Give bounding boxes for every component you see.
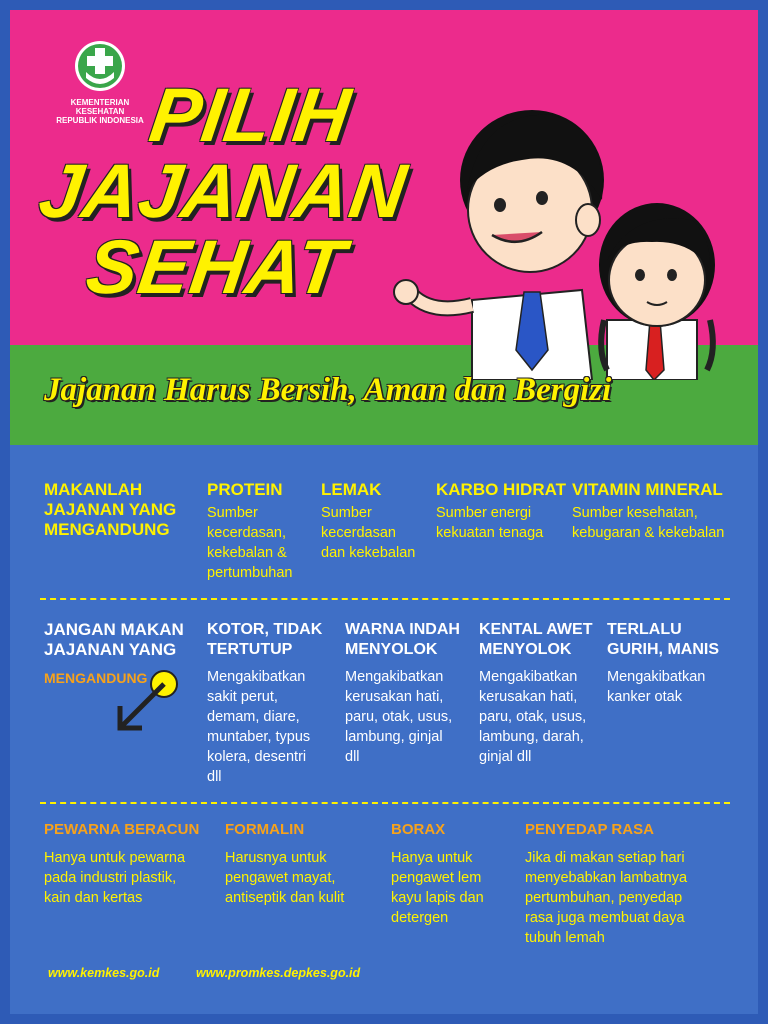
desc-line: menyebabkan lambatnya xyxy=(525,870,688,886)
desc-line: Sumber energi xyxy=(436,505,532,521)
desc-line: Hanya untuk xyxy=(391,850,473,866)
desc-line: Sumber xyxy=(321,505,372,521)
danger-title xyxy=(345,620,460,660)
desc-line: paru, otak, usus, xyxy=(345,709,453,725)
desc-line: muntaber, typus xyxy=(207,729,311,745)
chemical-desc xyxy=(44,848,185,908)
danger-title xyxy=(207,620,322,660)
desc-line: Jika di makan setiap hari xyxy=(525,850,685,866)
desc-line: kerusakan hati, xyxy=(479,689,578,705)
subtitle: Jajanan Harus Bersih, Aman dan Bergizi xyxy=(44,372,612,408)
desc-line: kolera, desentri xyxy=(207,749,307,765)
title-line: MENYOLOK xyxy=(479,641,572,658)
logo-text-2: REPUBLIK INDONESIA xyxy=(56,116,144,125)
desc-line: Mengakibatkan xyxy=(479,669,578,685)
section1-heading xyxy=(44,480,176,540)
divider xyxy=(40,802,730,804)
desc-line: ginjal dll xyxy=(479,749,532,765)
section2-heading-line: JAJANAN YANG xyxy=(44,640,177,659)
desc-line: pertumbuhan xyxy=(207,565,293,581)
chemical-title: FORMALIN xyxy=(225,821,305,838)
chemical-desc xyxy=(525,848,687,948)
desc-line: pengawet lem xyxy=(391,870,482,886)
nutrient-desc xyxy=(321,503,415,563)
title-line: TERLALU xyxy=(607,621,682,638)
desc-line: kerusakan hati, xyxy=(345,689,444,705)
desc-line: dll xyxy=(207,769,222,785)
pointer-arrow-icon xyxy=(112,668,182,734)
desc-line: detergen xyxy=(391,910,449,926)
desc-line: kanker otak xyxy=(607,689,682,705)
divider xyxy=(40,598,730,600)
desc-line: tubuh lemah xyxy=(525,930,605,946)
desc-line: Mengakibatkan xyxy=(345,669,444,685)
desc-line: pengawet mayat, xyxy=(225,870,336,886)
title-line: KENTAL AWET xyxy=(479,621,593,638)
section1-heading-line: MENGANDUNG xyxy=(44,520,170,539)
page-title xyxy=(24,73,422,310)
section1-heading-line: JAJANAN YANG xyxy=(44,500,177,519)
logo-text-1: KEMENTERIAN KESEHATAN xyxy=(70,98,130,116)
girl-figure xyxy=(599,203,715,380)
danger-desc xyxy=(607,667,705,707)
desc-line: kekebalan & xyxy=(207,545,287,561)
title-line: TERTUTUP xyxy=(207,641,293,658)
desc-line: Mengakibatkan xyxy=(207,669,306,685)
desc-line: Mengakibatkan xyxy=(607,669,706,685)
desc-line: Harusnya untuk xyxy=(225,850,327,866)
desc-line: lambung, darah, xyxy=(479,729,584,745)
section2-heading-line: JANGAN MAKAN xyxy=(44,620,184,639)
title-line: KOTOR, TIDAK xyxy=(207,621,323,638)
desc-line: kebugaran & kekebalan xyxy=(572,525,725,541)
nutrient-desc xyxy=(207,503,292,583)
desc-line: demam, diare, xyxy=(207,709,300,725)
desc-line: kecerdasan, xyxy=(207,525,286,541)
desc-line: dll xyxy=(345,749,360,765)
desc-line: lambung, ginjal xyxy=(345,729,443,745)
danger-title xyxy=(479,620,592,660)
title-line-2: JAJANAN xyxy=(34,149,413,234)
desc-line: antiseptik dan kulit xyxy=(225,890,345,906)
danger-desc xyxy=(207,667,310,787)
desc-line: kecerdasan xyxy=(321,525,396,541)
desc-line: Hanya untuk pewarna xyxy=(44,850,186,866)
section1-heading-line: MAKANLAH xyxy=(44,480,143,499)
desc-line: pada industri plastik, xyxy=(44,870,177,886)
desc-line: kain dan kertas xyxy=(44,890,143,906)
nutrient-desc xyxy=(436,503,543,543)
desc-line: sakit perut, xyxy=(207,689,278,705)
footer-link-kemkes[interactable]: www.kemkes.go.id xyxy=(48,966,160,980)
desc-line: dan kekebalan xyxy=(321,545,416,561)
danger-title xyxy=(607,620,719,660)
footer-link-promkes[interactable]: www.promkes.depkes.go.id xyxy=(196,966,361,980)
children-illustration xyxy=(392,70,752,380)
desc-line: kayu lapis dan xyxy=(391,890,484,906)
chemical-desc xyxy=(225,848,344,908)
section2-heading xyxy=(44,620,184,660)
desc-line: paru, otak, usus, xyxy=(479,709,587,725)
desc-line: pertumbuhan, penyedap xyxy=(525,890,683,906)
chemical-title: BORAX xyxy=(391,821,446,838)
chemical-title: PEWARNA BERACUN xyxy=(44,821,200,838)
nutrient-desc xyxy=(572,503,724,543)
title-line-3: SEHAT xyxy=(81,225,351,310)
title-line: MENYOLOK xyxy=(345,641,438,658)
chemical-title: PENYEDAP RASA xyxy=(525,821,654,838)
danger-desc xyxy=(479,667,586,767)
desc-line: Sumber kesehatan, xyxy=(572,505,698,521)
title-line: GURIH, MANIS xyxy=(607,641,719,658)
section2-sub: MENGANDUNG xyxy=(44,670,148,686)
desc-line: Sumber xyxy=(207,505,258,521)
nutrient-title: LEMAK xyxy=(321,480,382,499)
title-line: WARNA INDAH xyxy=(345,621,460,638)
desc-line: rasa juga membuat daya xyxy=(525,910,685,926)
nutrient-title: VITAMIN MINERAL xyxy=(572,480,723,499)
nutrient-title: PROTEIN xyxy=(207,480,283,499)
desc-line: kekuatan tenaga xyxy=(436,525,544,541)
chemical-desc xyxy=(391,848,484,928)
nutrient-title: KARBO HIDRAT xyxy=(436,480,567,499)
boy-figure xyxy=(394,110,604,380)
danger-desc xyxy=(345,667,452,767)
title-line-1: PILIH xyxy=(144,73,356,158)
